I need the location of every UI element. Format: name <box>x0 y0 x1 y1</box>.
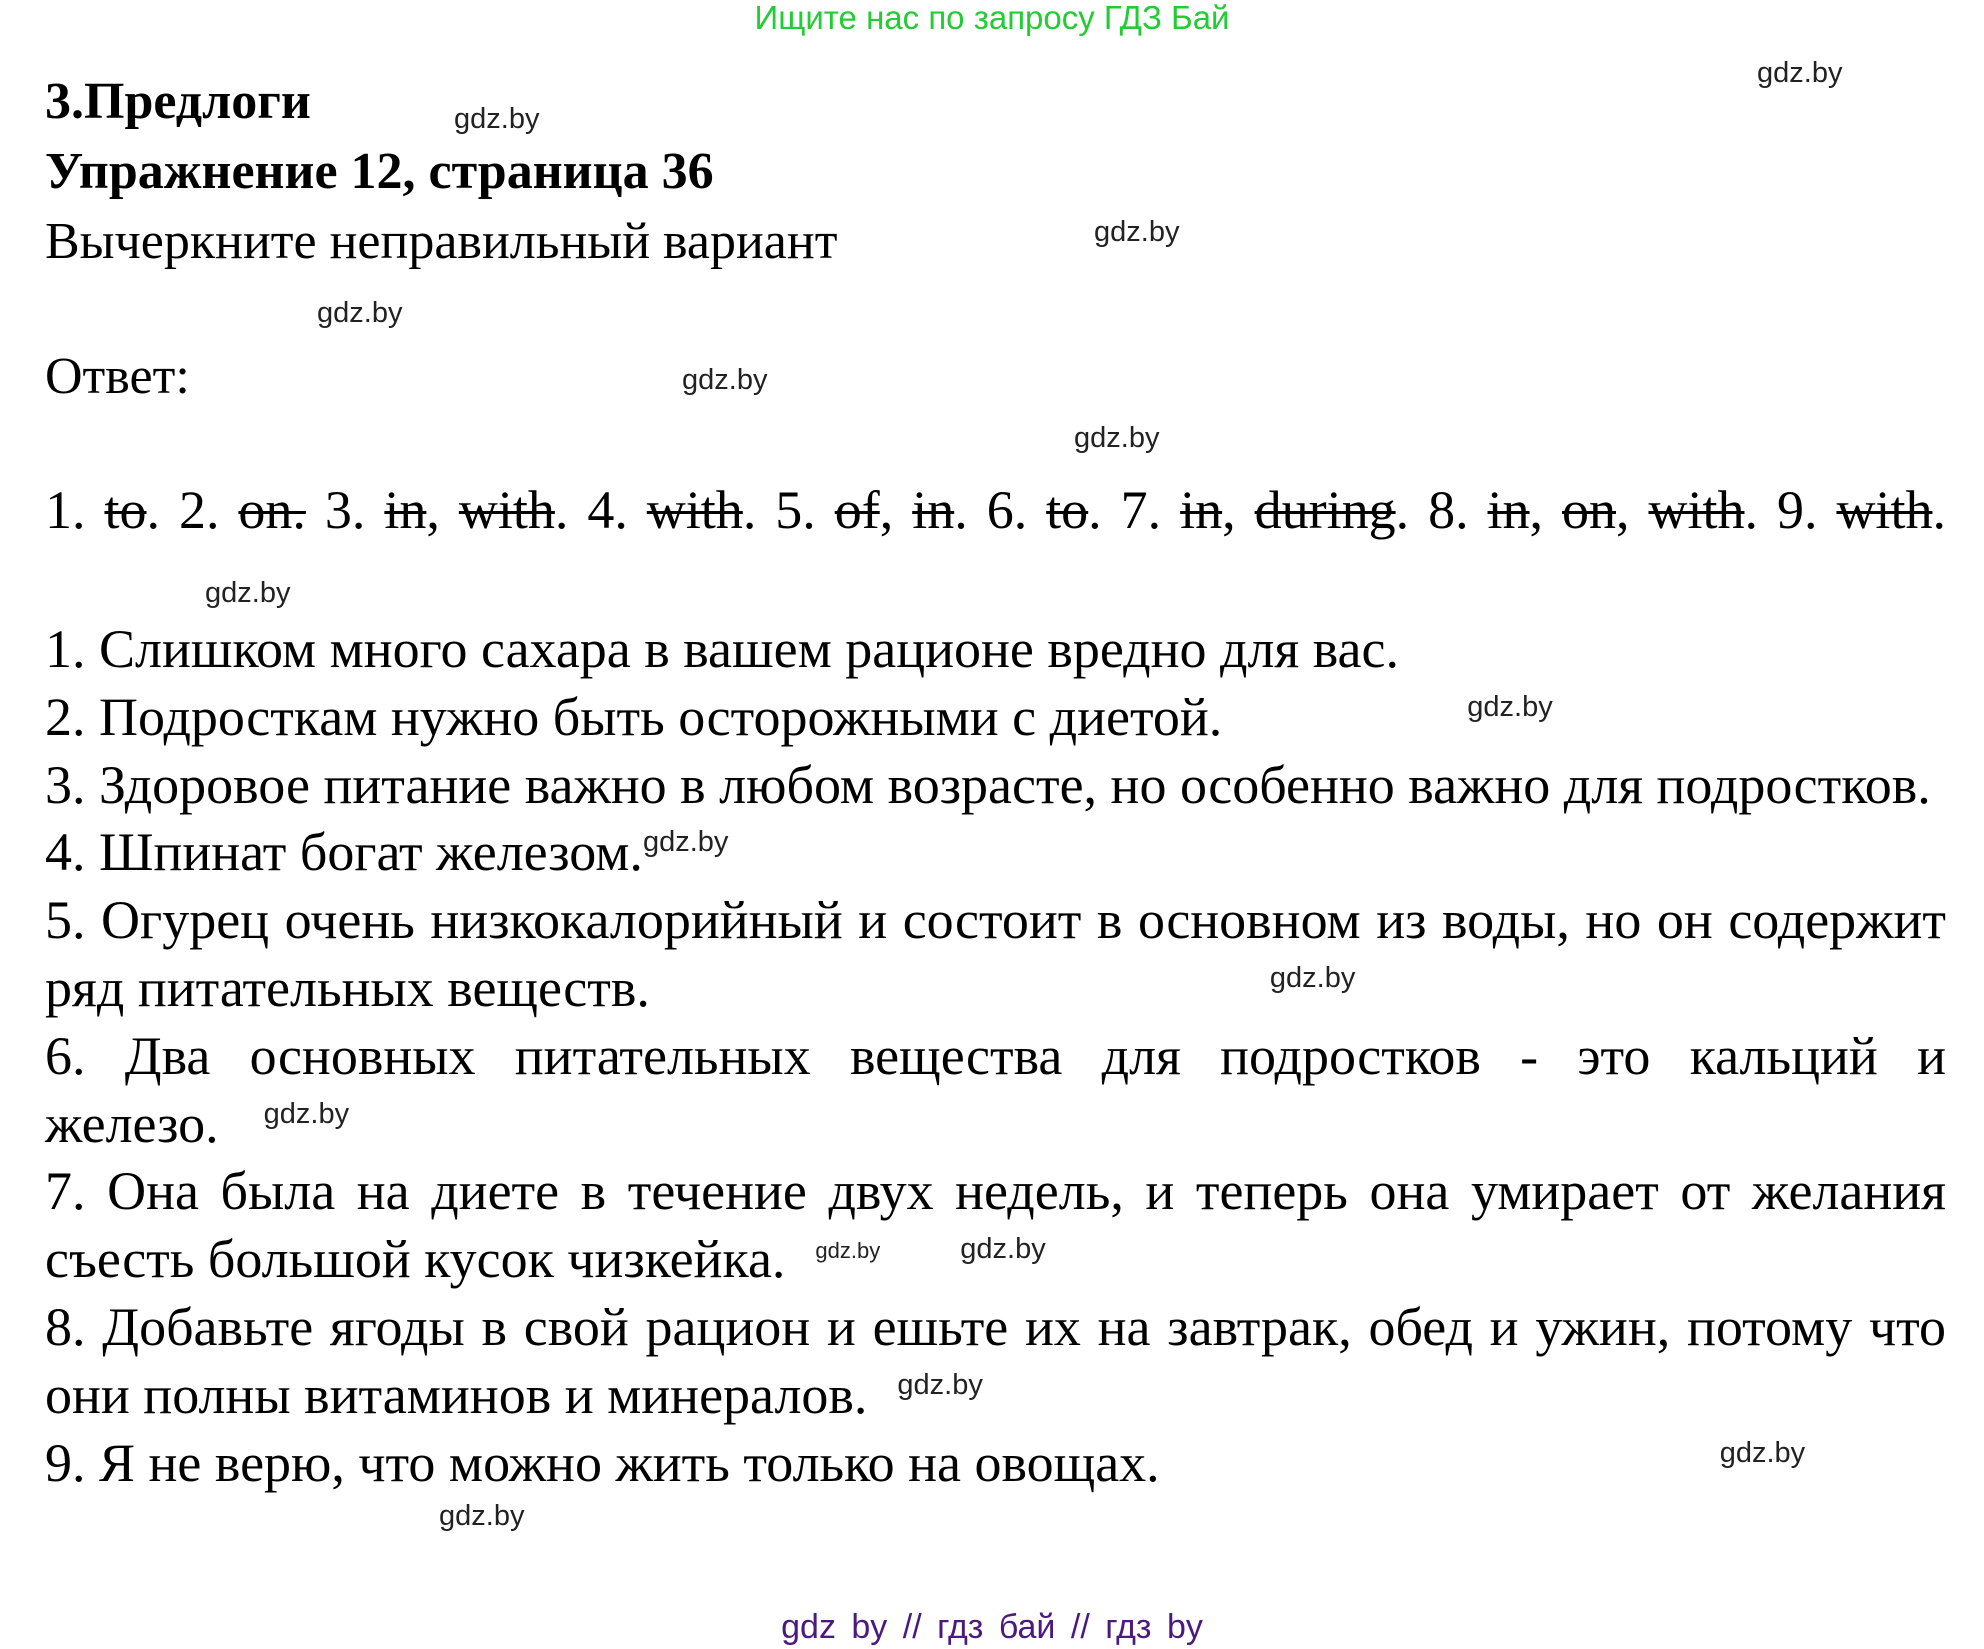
sentence-row <box>45 1294 1946 1430</box>
sentence: 9. Я не верю, что можно жить только на овощах. <box>45 1432 1160 1493</box>
struck-word: on. <box>238 480 306 540</box>
sentence: 2. Подросткам нужно быть осторожными с диетой. <box>45 686 1223 747</box>
struck-word: with <box>646 480 743 540</box>
answer-token <box>1562 478 1630 542</box>
watermark: gdz.by <box>263 1097 350 1130</box>
sentence-row <box>45 752 1946 820</box>
answer-token <box>647 478 757 542</box>
answer-text: 9. <box>1776 480 1818 540</box>
sentence: 8. Добавьте ягоды в свой рацион и ешьте их на завтрак, обед и ужин, потому что они полны витаминов и минералов. <box>45 1296 1946 1425</box>
struck-word: in <box>1487 480 1530 540</box>
answer-token <box>104 478 160 542</box>
struck-word: in <box>1180 480 1223 540</box>
watermark: gdz.by <box>1074 422 1160 454</box>
watermark: gdz.by <box>682 364 768 396</box>
answer-token <box>835 478 893 542</box>
promo-banner: Ищите нас по запросу ГДЗ Бай <box>754 0 1230 36</box>
sentence-row <box>45 1023 1946 1159</box>
sentence: 1. Слишком много сахара в вашем рационе вредно для вас. <box>45 619 1399 679</box>
watermark: gdz.by <box>439 1500 525 1533</box>
answer-text: . <box>742 480 757 540</box>
answer-token <box>1777 478 1818 542</box>
struck-word: to <box>104 480 147 540</box>
answer-token <box>45 478 86 542</box>
answer-token <box>1180 478 1236 542</box>
watermark: gdz.by <box>205 577 291 609</box>
sentence: 6. Два основных питательных вещества для подростков - это кальций и железо. <box>45 1025 1946 1154</box>
watermark: gdz.by <box>960 1233 1046 1266</box>
answer-token <box>1488 478 1544 542</box>
answer-text: 4. <box>587 480 628 540</box>
answer-token <box>1121 478 1162 542</box>
answer-text: 3. <box>324 480 366 540</box>
watermark: gdz.by <box>1719 1436 1806 1469</box>
struck-word: in <box>384 480 427 540</box>
answer-text: 5. <box>775 480 816 540</box>
answer-token <box>384 478 440 542</box>
answer-text: . <box>146 480 160 540</box>
sentence-row <box>45 1158 1946 1294</box>
answer-text: 2. <box>178 480 220 540</box>
sentence: 5. Огурец очень низкокалорийный и состоит в основном из воды, но он содержит ряд питательных веществ. <box>45 890 1946 1018</box>
answer-text: 6. <box>986 480 1028 540</box>
sentence-row <box>45 684 1946 752</box>
struck-word: with <box>1836 480 1933 540</box>
answer-text: . <box>1395 480 1410 540</box>
section-title: 3.Предлоги <box>45 73 311 130</box>
struck-word: with <box>1648 480 1745 540</box>
struck-word: during <box>1254 480 1396 540</box>
answer-text: . <box>1744 480 1758 540</box>
answer-token <box>1255 478 1410 542</box>
struck-word: of <box>834 480 880 540</box>
answer-text: , <box>879 480 894 540</box>
answer-token <box>459 478 569 542</box>
answer-text: . <box>554 480 569 540</box>
watermark: gdz.by <box>454 103 540 135</box>
struck-word: to <box>1046 480 1089 540</box>
answer-token <box>1648 478 1758 542</box>
watermark: gdz.by <box>1467 690 1553 723</box>
answer-text: . <box>954 480 968 540</box>
watermark: gdz.by <box>1269 961 1356 994</box>
footer-banner: gdz by // гдз бай // гдз by <box>781 1608 1203 1646</box>
sentence: 3. Здоровое питание важно в любом возрасте, но особенно важно для подростков. <box>45 754 1931 815</box>
answer-text: , <box>426 480 440 540</box>
answer-text: , <box>1529 480 1544 540</box>
struck-word: in <box>912 480 955 540</box>
watermark: gdz.by <box>897 1368 983 1401</box>
sentence: 4. Шпинат богат железом. <box>45 822 643 883</box>
sentence-row <box>45 887 1946 1023</box>
watermark: gdz.by <box>1094 216 1180 248</box>
watermark: gdz.by <box>815 1238 881 1264</box>
answer-token <box>325 478 366 542</box>
answer-token <box>912 478 968 542</box>
exercise-title: Упражнение 12, страница 36 <box>45 143 714 200</box>
sentence-row <box>45 819 1946 887</box>
sentence-row <box>45 1430 1946 1498</box>
answer-line <box>45 478 1946 542</box>
struck-word: with <box>458 480 555 540</box>
answer-token <box>587 478 628 542</box>
answer-token <box>179 478 220 542</box>
answer-text: . <box>1932 480 1946 540</box>
answer-text: . <box>1088 480 1102 540</box>
sentence-row <box>45 616 1946 684</box>
answer-label: Ответ: <box>45 348 190 405</box>
answer-token <box>1428 478 1469 542</box>
answer-token <box>987 478 1028 542</box>
answer-text: 1. <box>45 480 86 540</box>
watermark: gdz.by <box>1757 57 1843 89</box>
sentence: 7. Она была на диете в течение двух недель, и теперь она умирает от желания съесть большой кусок чизкейка. <box>45 1161 1946 1290</box>
watermark: gdz.by <box>642 826 729 859</box>
answer-token <box>1836 478 1946 542</box>
answer-text: 8. <box>1428 480 1469 540</box>
translations <box>45 616 1946 1531</box>
answer-token <box>238 478 306 542</box>
answer-text: , <box>1222 480 1236 540</box>
answer-text: , <box>1616 480 1630 540</box>
watermark: gdz.by <box>317 297 403 329</box>
answer-token <box>775 478 816 542</box>
task-instruction: Вычеркните неправильный вариант <box>45 213 838 270</box>
answer-token <box>1046 478 1102 542</box>
struck-word: on <box>1562 480 1617 540</box>
answer-text: 7. <box>1120 480 1162 540</box>
